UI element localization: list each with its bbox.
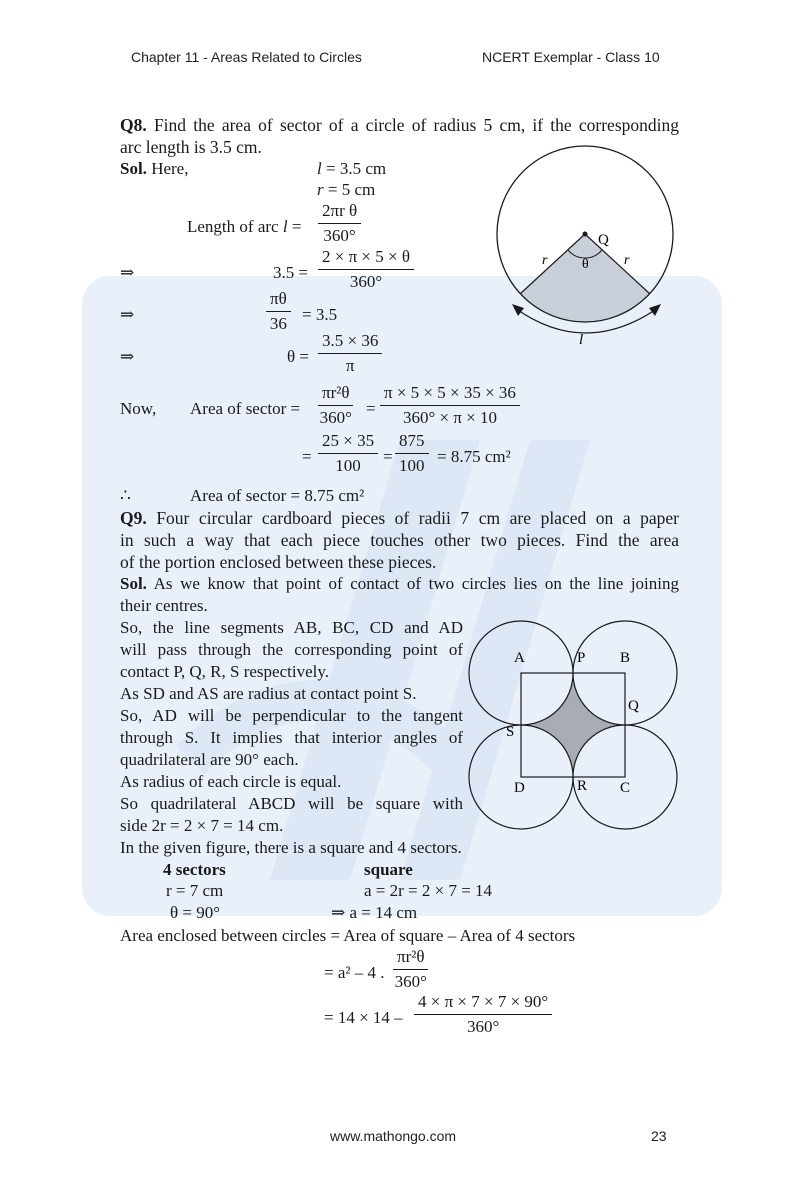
arrow-head-left — [512, 304, 524, 316]
q9-question-line-1: Q9. Four circular cardboard pieces of radii 7 cm are placed on a paper — [120, 508, 680, 528]
label-b: B — [620, 650, 631, 666]
sectors-radius: r = 7 cm — [166, 881, 224, 900]
label-r-left: r — [542, 253, 548, 268]
sectors-angle: θ = 90° — [170, 903, 221, 922]
q9-body-line-4: As SD and AS are radius at contact point S. — [120, 684, 417, 703]
q8-question-line-1: Q8. Find the area of sector of a circle of radius 5 cm, if the corresponding — [120, 115, 679, 135]
q8-given-r: r = 5 cm — [317, 180, 376, 199]
q9-body-line-6: through S. It implies that interior angles of — [120, 728, 463, 747]
square-side-result: ⇒ a = 14 cm — [331, 903, 418, 922]
q8-sol-label: Sol. — [120, 159, 147, 178]
q9-body-line-5: So, AD will be perpendicular to the tangent — [120, 706, 463, 725]
label-r: R — [577, 778, 588, 794]
q9-sol-line-2: their centres. — [120, 596, 208, 615]
q8-implies-2: ⇒ — [120, 305, 135, 324]
q8-step1-fraction: $\frac{2 \times \pi \times 5 \times \theta}{360^\circ}$ — [318, 247, 414, 292]
arrow-head-right — [649, 304, 661, 316]
label-l: l — [579, 332, 584, 348]
label-d: D — [514, 780, 525, 796]
q9-question-line-3: of the portion enclosed between these pieces. — [120, 552, 437, 572]
q8-implies-3: ⇒ — [120, 347, 135, 366]
label-r-right: r — [624, 253, 630, 268]
q9-body-line-1: So, the line segments AB, BC, CD and AD — [120, 618, 463, 637]
q8-sector-fraction: $\frac{\text{πr²θ}}{360^\circ}$ — [319, 383, 352, 427]
q8-therefore: ∴ — [120, 486, 131, 505]
q9-eq2-fraction: $\frac{4 \times \pi \times 7 \times 7 \times 90^\circ}{360^\circ}$ — [414, 992, 552, 1037]
q9-body-line-3: contact P, Q, R, S respectively. — [120, 662, 329, 681]
area-enclosed-line: Area enclosed between circles = Area of square – Area of 4 sectors — [120, 926, 576, 945]
q8-equals-1: = — [366, 399, 376, 418]
q9-sol-label: Sol. — [120, 574, 147, 593]
chapter-title: Chapter 11 - Areas Related to Circles — [131, 49, 362, 65]
label-s: S — [506, 724, 515, 740]
q8-step2-rhs: = 3.5 — [302, 305, 338, 324]
enclosed-region — [521, 673, 625, 777]
q8-step1-lhs: 3.5 = — [273, 263, 309, 282]
four-circles-diagram — [466, 612, 686, 834]
q9-body-line-9: So quadrilateral ABCD will be square with — [120, 794, 463, 813]
q8-sector-fraction-2: $\frac{\pi \times 5 \times 5 \times 35 \times 36}{360^\circ \times \pi \times 10}$ — [380, 383, 520, 428]
sectors-heading: 4 sectors — [163, 860, 226, 879]
q8-equals-2: = — [302, 447, 312, 466]
q8-sol-line: Sol. Here, — [120, 159, 189, 178]
label-q: Q — [598, 232, 609, 248]
label-q: Q — [628, 698, 639, 714]
label-theta: θ — [582, 257, 589, 272]
q8-arc-fraction: $\frac{\text{2πr θ}}{360^\circ}$ — [318, 201, 361, 246]
q9-body-line-2: will pass through the corresponding point of — [120, 640, 463, 659]
page-number: 23 — [651, 1128, 667, 1144]
q8-calc-result: = 8.75 cm² — [437, 447, 511, 466]
q9-body-line-8: As radius of each circle is equal. — [120, 772, 342, 791]
q9-eq1-fraction: $\frac{\text{πr²θ}}{360^\circ}$ — [394, 947, 427, 991]
q8-given-l: l = 3.5 cm — [317, 159, 387, 178]
label-c: C — [620, 780, 631, 796]
q9-sol-line-1: Sol. As we know that point of contact of two circles lies on the line joining — [120, 574, 680, 593]
q8-length-of-arc: Length of arc l = — [187, 217, 302, 236]
book-title: NCERT Exemplar - Class 10 — [482, 49, 660, 65]
q9-body-line-11: In the given figure, there is a square and 4 sectors. — [120, 838, 462, 857]
q9-body-line-10: side 2r = 2 × 7 = 14 cm. — [120, 816, 284, 835]
q8-step3-lhs: θ = — [287, 347, 309, 366]
sector-diagram — [490, 140, 685, 350]
q8-label: Q8. — [120, 115, 147, 135]
q9-body-line-7: quadrilateral are 90° each. — [120, 750, 299, 769]
q8-now: Now, — [120, 399, 157, 418]
label-a: A — [514, 650, 525, 666]
q8-area-of-sector-label: Area of sector = — [190, 399, 301, 418]
label-p: P — [577, 650, 586, 666]
q9-eq2-lhs: = 14 × 14 – — [324, 1008, 403, 1027]
q9-eq1-lhs: = a² – 4 . — [324, 963, 385, 982]
q8-question-line-2: arc length is 3.5 cm. — [120, 137, 262, 157]
q9-question-line-2: in such a way that each piece touches other two pieces. Find the area — [120, 530, 679, 550]
q8-final-answer: Area of sector = 8.75 cm² — [190, 486, 365, 505]
footer-website: www.mathongo.com — [330, 1128, 457, 1144]
q8-calc-fraction-2: $\frac{875}{100}$ — [395, 431, 429, 476]
q8-step2-fraction: $\frac{\pi\theta}{36}$ — [266, 289, 291, 334]
q8-implies-1: ⇒ — [120, 263, 135, 282]
q9-label: Q9. — [120, 508, 147, 528]
square-side-calc: a = 2r = 2 × 7 = 14 — [364, 881, 493, 900]
q8-calc-fraction-1: $\frac{25 \times 35}{100}$ — [318, 431, 378, 476]
square-heading: square — [364, 860, 413, 879]
center-point — [583, 232, 588, 237]
q8-step3-fraction: $\frac{3.5 \times 36}{\pi}$ — [318, 331, 382, 376]
q8-equals-3: = — [383, 447, 393, 466]
